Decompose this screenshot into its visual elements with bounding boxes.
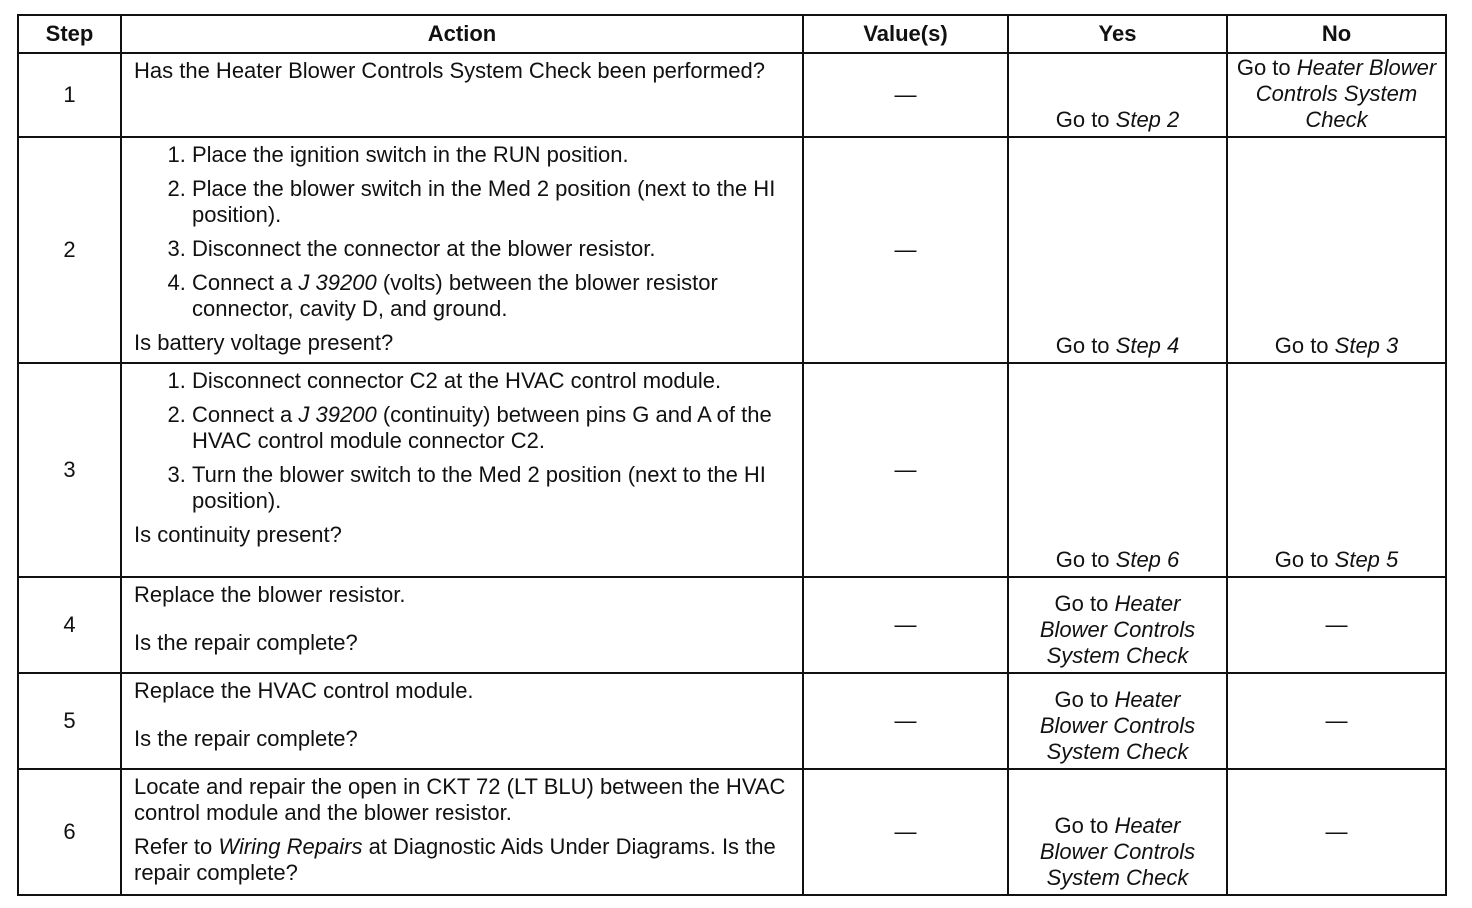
value-cell: — bbox=[803, 673, 1008, 769]
procedure-item bbox=[192, 402, 790, 454]
action-cell bbox=[121, 673, 803, 769]
item-text: (continuity) between pins G and A of the HVAC control module connector C2. bbox=[192, 402, 772, 453]
procedure-list bbox=[134, 368, 790, 514]
yes-step-link[interactable]: Step 6 bbox=[1115, 547, 1180, 572]
yes-cell bbox=[1008, 363, 1227, 577]
table-row bbox=[18, 577, 1446, 673]
no-cell bbox=[1227, 363, 1446, 577]
value-cell: — bbox=[803, 53, 1008, 137]
action-text: Locate and repair the open in CKT 72 (LT BLU) between the HVAC control module and the blower resistor. bbox=[134, 774, 786, 825]
yes-cell bbox=[1008, 769, 1227, 895]
tool-name: J 39200 bbox=[298, 402, 377, 427]
action-cell bbox=[121, 769, 803, 895]
question-text: Is continuity present? bbox=[134, 522, 342, 547]
item-text: Connect a bbox=[192, 270, 299, 295]
question-text: Is the repair complete? bbox=[134, 726, 358, 751]
refer-prefix: Refer to bbox=[134, 834, 219, 859]
yes-check-link[interactable]: Heater bbox=[1114, 813, 1181, 838]
action-cell bbox=[121, 137, 803, 363]
header-step: Step bbox=[18, 15, 121, 53]
no-cell: — bbox=[1227, 769, 1446, 895]
no-prefix: Go to bbox=[1236, 55, 1297, 80]
table-row bbox=[18, 363, 1446, 577]
no-cell: — bbox=[1227, 577, 1446, 673]
no-step-link[interactable]: Step 3 bbox=[1334, 333, 1399, 358]
no-check-link[interactable]: Heater Blower Controls System Check bbox=[1255, 55, 1437, 132]
yes-prefix: Go to bbox=[1055, 333, 1116, 358]
item-text: (volts) between the blower resistor connector, cavity D, and ground. bbox=[192, 270, 718, 321]
question-text: Is battery voltage present? bbox=[134, 330, 394, 355]
no-step-link[interactable]: Step 5 bbox=[1334, 547, 1399, 572]
action-cell bbox=[121, 363, 803, 577]
yes-prefix: Go to bbox=[1054, 687, 1115, 712]
yes-cell bbox=[1008, 53, 1227, 137]
diagnostic-table-container bbox=[17, 14, 1445, 896]
procedure-item: 2. Place the blower switch in the Med 2 position (next to the HI position). bbox=[192, 176, 790, 228]
procedure-item: 1. Place the ignition switch in the RUN position. bbox=[192, 142, 790, 168]
table-row bbox=[18, 769, 1446, 895]
no-cell bbox=[1227, 137, 1446, 363]
yes-step-link[interactable]: Step 4 bbox=[1115, 333, 1180, 358]
action-text: Replace the HVAC control module. bbox=[134, 678, 474, 703]
yes-check-link[interactable]: Heater bbox=[1114, 591, 1181, 616]
wiring-repairs-link[interactable]: Wiring Repairs bbox=[218, 834, 363, 859]
value-cell: — bbox=[803, 137, 1008, 363]
table-row bbox=[18, 673, 1446, 769]
header-row bbox=[18, 15, 1446, 53]
value-cell: — bbox=[803, 577, 1008, 673]
yes-cell bbox=[1008, 577, 1227, 673]
yes-check-link[interactable]: System Check bbox=[1046, 643, 1189, 668]
action-text: Replace the blower resistor. bbox=[134, 582, 406, 607]
question-text: Is the repair complete? bbox=[134, 630, 358, 655]
yes-prefix: Go to bbox=[1055, 107, 1116, 132]
header-values: Value(s) bbox=[803, 15, 1008, 53]
table-row bbox=[18, 137, 1446, 363]
refer-suffix: at Diagnostic Aids Under Diagrams. Is the repair complete? bbox=[134, 834, 776, 885]
step-number: 2 bbox=[18, 137, 121, 363]
header-no: No bbox=[1227, 15, 1446, 53]
no-cell bbox=[1227, 53, 1446, 137]
yes-check-link[interactable]: System Check bbox=[1046, 739, 1189, 764]
no-prefix: Go to bbox=[1274, 333, 1335, 358]
yes-check-link[interactable]: Blower Controls bbox=[1039, 839, 1196, 864]
header-action: Action bbox=[121, 15, 803, 53]
yes-cell bbox=[1008, 137, 1227, 363]
diagnostic-table bbox=[17, 14, 1447, 896]
step-number: 3 bbox=[18, 363, 121, 577]
procedure-item bbox=[192, 270, 790, 322]
yes-prefix: Go to bbox=[1054, 813, 1115, 838]
refer-text bbox=[134, 834, 790, 886]
yes-check-link[interactable]: Heater bbox=[1114, 687, 1181, 712]
step-number: 5 bbox=[18, 673, 121, 769]
procedure-list bbox=[134, 142, 790, 322]
step-number: 4 bbox=[18, 577, 121, 673]
table-row bbox=[18, 53, 1446, 137]
item-text: Connect a bbox=[192, 402, 299, 427]
header-yes: Yes bbox=[1008, 15, 1227, 53]
tool-name: J 39200 bbox=[298, 270, 377, 295]
action-cell bbox=[121, 577, 803, 673]
yes-cell bbox=[1008, 673, 1227, 769]
procedure-item: 1. Disconnect connector C2 at the HVAC control module. bbox=[192, 368, 790, 394]
procedure-item: 3. Disconnect the connector at the blower resistor. bbox=[192, 236, 790, 262]
step-number: 1 bbox=[18, 53, 121, 137]
yes-prefix: Go to bbox=[1055, 547, 1116, 572]
value-cell: — bbox=[803, 363, 1008, 577]
yes-step-link[interactable]: Step 2 bbox=[1115, 107, 1180, 132]
yes-check-link[interactable]: Blower Controls bbox=[1039, 617, 1196, 642]
yes-check-link[interactable]: System Check bbox=[1046, 865, 1189, 890]
step-number: 6 bbox=[18, 769, 121, 895]
yes-check-link[interactable]: Blower Controls bbox=[1039, 713, 1196, 738]
yes-prefix: Go to bbox=[1054, 591, 1115, 616]
action-cell bbox=[121, 53, 803, 137]
procedure-item: 3. Turn the blower switch to the Med 2 position (next to the HI position). bbox=[192, 462, 790, 514]
action-text: Has the Heater Blower Controls System Check been performed? bbox=[134, 58, 765, 83]
value-cell: — bbox=[803, 769, 1008, 895]
no-cell: — bbox=[1227, 673, 1446, 769]
no-prefix: Go to bbox=[1274, 547, 1335, 572]
